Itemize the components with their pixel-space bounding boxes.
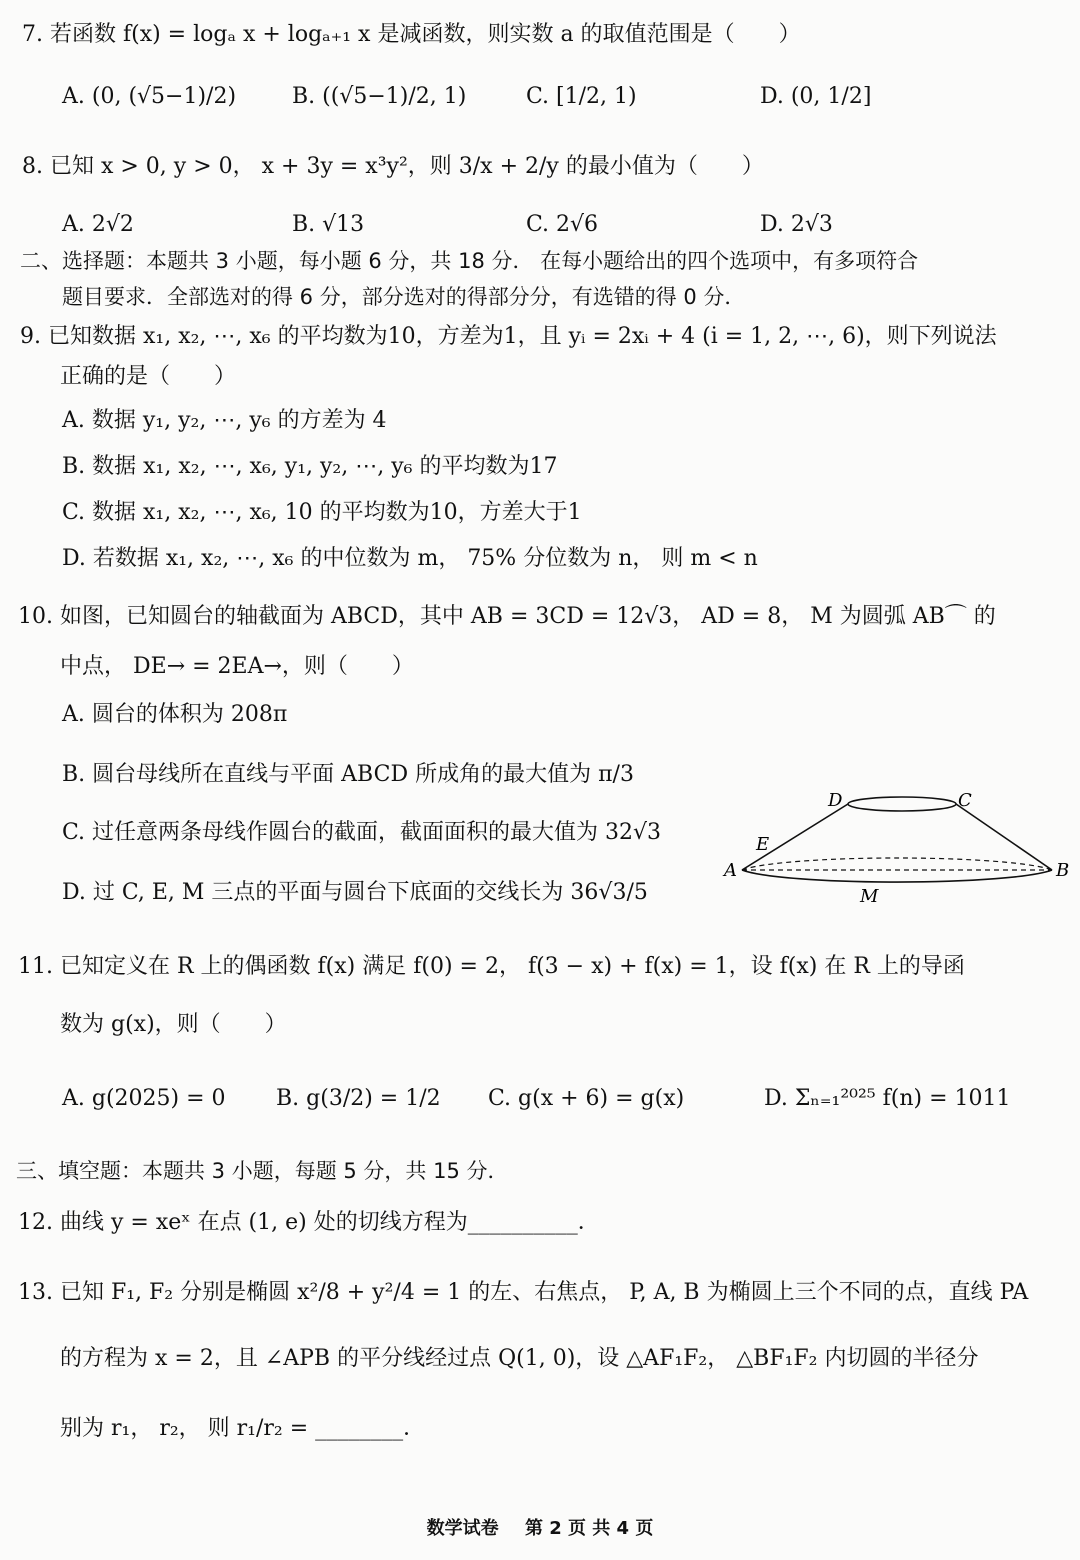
question-7-stem: 7. 若函数 f(x) = logₐ x + logₐ₊₁ x 是减函数，则实数 a 的取值范围是（ ） — [22, 22, 801, 47]
label-d: D — [828, 790, 843, 811]
top-ellipse — [848, 797, 956, 811]
question-7-option-a: A. (0, (√5−1)/2) — [62, 84, 237, 109]
label-e: E — [756, 834, 770, 855]
footer-page-number: 第 2 页 共 4 页 — [524, 1518, 654, 1539]
question-13-stem-end: 别为 r₁， r₂， 则 r₁/r₂ = ________． — [60, 1416, 426, 1441]
bottom-ellipse-front — [742, 870, 1052, 882]
question-12-stem: 12. 曲线 y = xeˣ 在点 (1, e) 处的切线方程为__________． — [18, 1210, 600, 1235]
question-8-option-b: B. √13 — [292, 212, 365, 237]
question-11-stem: 11. 已知定义在 R 上的偶函数 f(x) 满足 f(0) = 2， f(3 − x) + f(x) = 1，设 f(x) 在 R 上的导函 — [18, 954, 965, 979]
question-9-option-a: A. 数据 y₁, y₂, ⋯, y₆ 的方差为 4 — [62, 408, 387, 433]
question-10-stem: 10. 如图，已知圆台的轴截面为 ABCD，其中 AB = 3CD = 12√3， AD = 8， M 为圆弧 AB⌒ 的 — [18, 604, 996, 629]
question-8-option-a: A. 2√2 — [62, 212, 134, 237]
page-footer — [0, 1514, 1080, 1540]
section-3-heading: 三、填空题：本题共 3 小题，每题 5 分，共 15 分． — [16, 1159, 509, 1183]
question-11-option-d: D. Σₙ₌₁²⁰²⁵ f(n) = 1011 — [764, 1086, 1011, 1111]
question-10-stem-cont: 中点， DE→ = 2EA→，则（ ） — [60, 654, 414, 679]
question-9-option-c: C. 数据 x₁, x₂, ⋯, x₆, 10 的平均数为10，方差大于1 — [62, 500, 582, 525]
frustum-figure — [722, 784, 1072, 914]
question-13-stem-cont: 的方程为 x = 2，且 ∠APB 的平分线经过点 Q(1, 0)，设 △AF₁F₂， △BF₁F₂ 内切圆的半径分 — [60, 1346, 979, 1371]
question-9-stem-cont: 正确的是（ ） — [60, 364, 237, 389]
question-10-option-c: C. 过任意两条母线作圆台的截面，截面面积的最大值为 32√3 — [62, 820, 662, 845]
question-9-option-d: D. 若数据 x₁, x₂, ⋯, x₆ 的中位数为 m， 75% 分位数为 n， 则 m < n — [62, 546, 758, 571]
question-7-option-b: B. ((√5−1)/2, 1) — [292, 84, 467, 109]
label-m: M — [860, 886, 879, 907]
question-11-option-b: B. g(3/2) = 1/2 — [276, 1086, 441, 1111]
question-10-option-d: D. 过 C, E, M 三点的平面与圆台下底面的交线长为 36√3/5 — [62, 880, 648, 905]
question-11-option-a: A. g(2025) = 0 — [62, 1086, 226, 1111]
question-9-option-b: B. 数据 x₁, x₂, ⋯, x₆, y₁, y₂, ⋯, y₆ 的平均数为17 — [62, 454, 558, 479]
label-a: A — [724, 860, 737, 881]
question-8-option-c: C. 2√6 — [526, 212, 599, 237]
question-7-option-c: C. [1/2, 1) — [526, 84, 637, 109]
section-2-heading: 二、选择题：本题共 3 小题，每小题 6 分，共 18 分． 在每小题给出的四个选项中，有多项符合 — [20, 249, 919, 273]
question-9-stem: 9. 已知数据 x₁, x₂, ⋯, x₆ 的平均数为10，方差为1，且 yᵢ = 2xᵢ + 4 (i = 1, 2, ⋯, 6)，则下列说法 — [20, 324, 997, 349]
label-c: C — [958, 790, 972, 811]
question-13-stem: 13. 已知 F₁, F₂ 分别是椭圆 x²/8 + y²/4 = 1 的左、右焦点， P, A, B 为椭圆上三个不同的点，直线 PA — [18, 1280, 1029, 1305]
question-10-option-a: A. 圆台的体积为 208π — [62, 702, 288, 727]
bottom-ellipse-back — [742, 858, 1052, 870]
question-11-stem-cont: 数为 g(x)，则（ ） — [60, 1012, 287, 1037]
question-8-stem: 8. 已知 x > 0, y > 0， x + 3y = x³y²，则 3/x + 2/y 的最小值为（ ） — [22, 154, 764, 179]
question-10-option-b: B. 圆台母线所在直线与平面 ABCD 所成角的最大值为 π/3 — [62, 762, 634, 787]
footer-subject: 数学试卷 — [426, 1518, 499, 1539]
question-11-option-c: C. g(x + 6) = g(x) — [488, 1086, 685, 1111]
question-8-option-d: D. 2√3 — [760, 212, 833, 237]
label-b: B — [1056, 860, 1070, 881]
question-7-option-d: D. (0, 1/2] — [760, 84, 872, 109]
section-2-instructions: 题目要求．全部选对的得 6 分，部分选对的得部分分，有选错的得 0 分． — [62, 285, 746, 309]
